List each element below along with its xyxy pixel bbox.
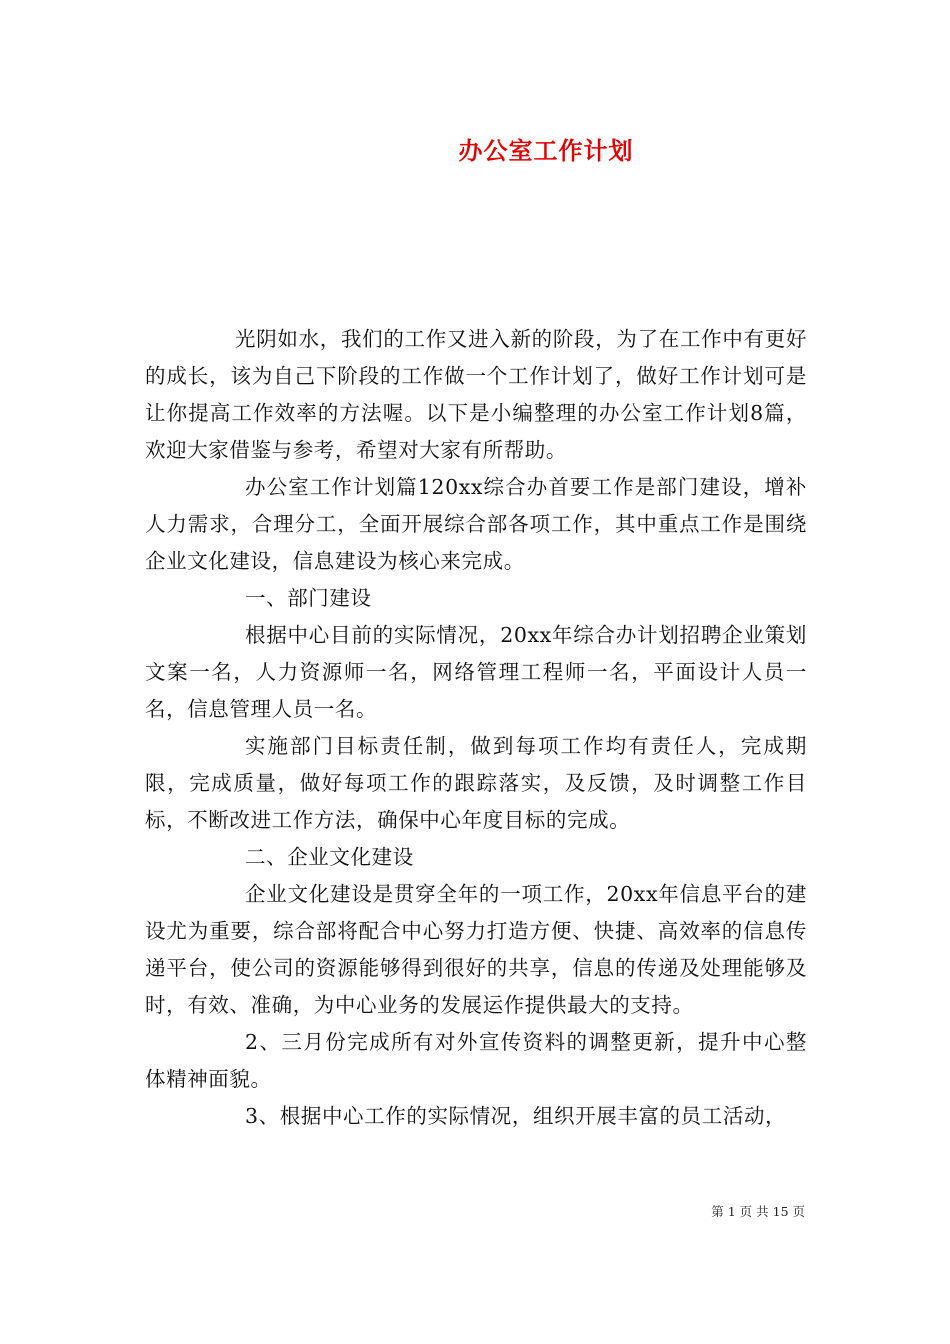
document-body: [145, 321, 807, 1135]
paragraph-responsibility: 实施部门目标责任制，做到每项工作均有责任人，完成期限，完成质量，做好每项工作的跟踪落实，及反馈，及时调整工作目标，不断改进工作方法，确保中心年度目标的完成。: [145, 734, 807, 832]
section-heading-department: 一、部门建设: [245, 586, 372, 610]
paragraph-item-3: 3、根据中心工作的实际情况，组织开展丰富的员工活动，: [245, 1104, 787, 1128]
document-title: 办公室工作计划: [458, 136, 634, 165]
paragraph-item-2: 2、三月份完成所有对外宣传资料的调整更新，提升中心整体精神面貌。: [145, 1030, 807, 1091]
paragraph-plan-1: 办公室工作计划篇120xx综合办首要工作是部门建设，增补人力需求，合理分工，全面开展综合部各项工作，其中重点工作是围绕企业文化建设，信息建设为核心来完成。: [145, 475, 807, 573]
paragraph-culture: 企业文化建设是贯穿全年的一项工作，20xx年信息平台的建设尤为重要，综合部将配合中心努力打造方便、快捷、高效率的信息传递平台，使公司的资源能够得到很好的共享，信息的传递及处理能够及时，有效、准确，为中心业务的发展运作提供最大的支持。: [145, 882, 807, 1017]
page-number-footer: 第 1 页 共 15 页: [711, 1204, 805, 1219]
paragraph-intro: 光阴如水，我们的工作又进入新的阶段，为了在工作中有更好的成长，该为自己下阶段的工作做一个工作计划了，做好工作计划可是让你提高工作效率的方法喔。以下是小编整理的办公室工作计划8篇，欢迎大家借鉴与参考，希望对大家有所帮助。: [145, 327, 807, 462]
section-heading-culture: 二、企业文化建设: [245, 845, 414, 869]
paragraph-recruitment: 根据中心目前的实际情况，20xx年综合办计划招聘企业策划文案一名，人力资源师一名，网络管理工程师一名，平面设计人员一名，信息管理人员一名。: [145, 623, 807, 721]
